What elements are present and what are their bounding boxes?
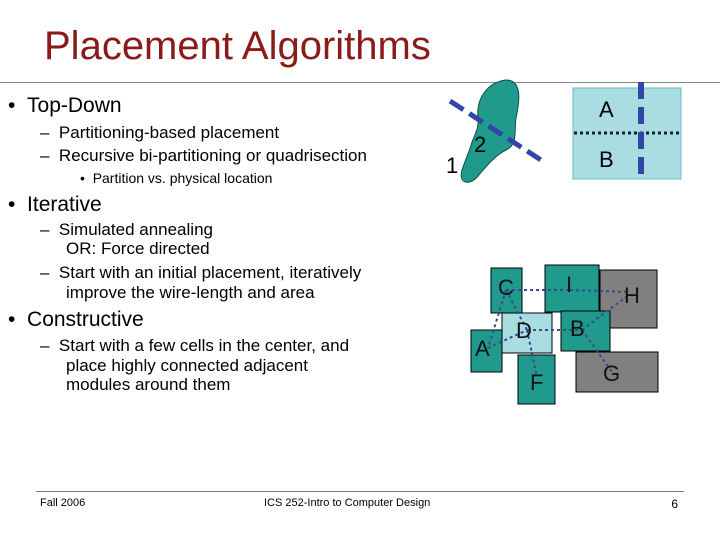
cell-label-g: G xyxy=(603,361,621,386)
region-label-a: A xyxy=(599,97,614,122)
bullet-dash: – xyxy=(40,146,50,165)
sub-bullet-wire-length: improve the wire-length and area xyxy=(66,283,315,302)
region-label-b: B xyxy=(599,147,614,172)
bullet-text: Start with an initial placement, iteratively xyxy=(58,263,362,282)
bullet-text: Recursive bi-partitioning or quadrisection xyxy=(58,146,367,165)
cell-label-f: F xyxy=(530,370,544,395)
bullet-dash: – xyxy=(40,123,50,142)
bullet-text: Constructive xyxy=(27,308,144,331)
cell-label-c: C xyxy=(498,275,514,300)
bullet-text: Start with a few cells in the center, and xyxy=(58,336,350,355)
cell-label-i: I xyxy=(566,272,573,297)
bullet-text: Iterative xyxy=(27,193,102,216)
sub-bullet-connected: place highly connected adjacent xyxy=(66,356,308,375)
bullet-dash: – xyxy=(40,336,50,355)
bullet-text: Top-Down xyxy=(27,94,122,117)
footer-divider xyxy=(36,491,684,492)
slide-title: Placement Algorithms xyxy=(44,24,431,68)
bullet-text: Simulated annealing xyxy=(58,220,213,239)
footer-date: Fall 2006 xyxy=(40,497,86,509)
partition-blob xyxy=(461,80,519,182)
bullet-dot: • xyxy=(8,193,16,216)
sub-bullet-force-directed: OR: Force directed xyxy=(66,239,210,258)
cell-b xyxy=(561,311,610,351)
partition-label-1: 1 xyxy=(446,153,459,178)
bullet-text: Partition vs. physical location xyxy=(92,170,273,186)
bullet-dot: • xyxy=(80,170,85,186)
cell-label-d: D xyxy=(516,318,532,343)
cell-label-h: H xyxy=(624,283,640,308)
cell-label-b: B xyxy=(570,316,585,341)
partition-label-2: 2 xyxy=(474,132,487,157)
bullet-text: Partitioning-based placement xyxy=(58,123,280,142)
page-number: 6 xyxy=(671,497,678,511)
footer-course: ICS 252-Intro to Computer Design xyxy=(264,497,431,509)
sub-bullet-modules: modules around them xyxy=(66,375,231,394)
top-down-partition-figure xyxy=(446,80,681,182)
bullet-dot: • xyxy=(8,94,16,117)
bullet-dot: • xyxy=(8,308,16,331)
bullet-dash: – xyxy=(40,263,50,282)
cell-label-a: A xyxy=(475,336,490,361)
bullet-dash: – xyxy=(40,220,50,239)
constructive-placement-figure xyxy=(471,265,658,404)
